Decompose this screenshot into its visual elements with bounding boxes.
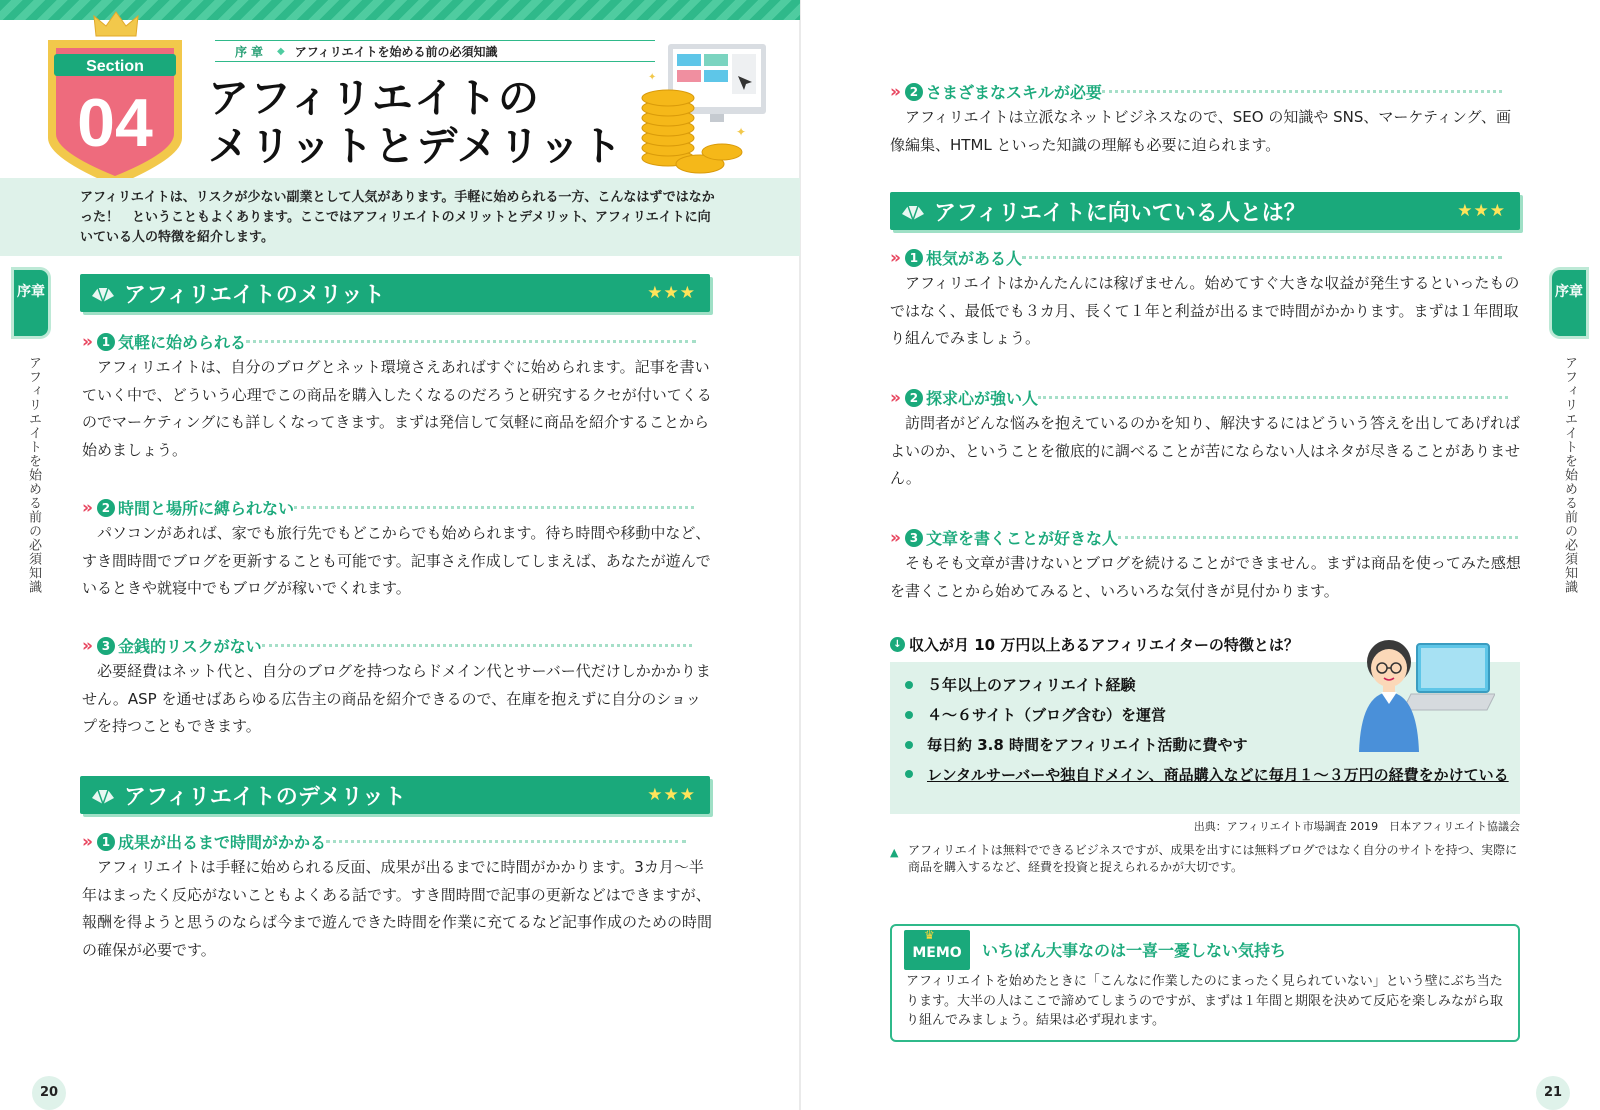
suited-3-text: そもそも文章が書けないとブログを続けることができません。まずは商品を使ってみた感想を書くことから始めてみると、いろいろな気付きが見付かります。 [890,554,1521,600]
crown-icon: ♛ [924,928,935,942]
diamond-hand-icon [900,200,926,222]
suited-3-title: 文章を書くことが好きな人 [925,529,1118,548]
demerit-2-heading [890,80,1102,103]
demerit-2-text: アフィリエイトは立派なネットビジネスなので、SEO の知識や SNS、マーケティング、画像編集、HTML といった知識の理解も必要に迫られます。 [890,108,1511,154]
suited-2-heading [890,386,1038,409]
dotted-rule [326,840,686,843]
merit-2-title: 時間と場所に縛られない [117,499,294,518]
title-line-2: メリットとデメリット [208,122,624,170]
feature-item: 毎日約 3.8 時間をアフィリエイト活動に費やす [905,730,1525,760]
suited-1-title: 根気がある人 [925,249,1022,268]
dotted-rule [1038,396,1508,399]
suited-1-text: アフィリエイトはかんたんには稼げません。始めてすぐ大きな収益が発生するといったものではなく、最低でも３カ月、長くて１年と利益が出るまで時間がかかります。まずは１年間取り組んでみましょう。 [890,274,1520,347]
demerit-1-text: アフィリエイトは手軽に始められる反面、成果が出るまでに時間がかかります。3カ月〜半年はまったく反応がないこともよくある話です。すき間時間で記事の更新などはできますが、報酬を得ようと思うのならば今まで遊んできた時間を作業に充てるなど記事作成のための時間の確保が必要です。 [82,858,713,959]
dotted-rule [294,506,694,509]
page-number-left: 20 [32,1076,66,1110]
feature-item: ５年以上のアフィリエイト経験 [905,670,1525,700]
demerit-2-title: さまざまなスキルが必要 [925,83,1102,102]
badge-label: Section [86,58,144,75]
down-arrow-icon: ↓ [890,637,905,652]
diamond-hand-icon [90,784,116,806]
number-badge: 3 [97,637,115,655]
number-badge: 2 [905,83,923,101]
memo-box [890,924,1520,1042]
gutter-divider [799,0,801,1110]
section-badge [40,28,190,188]
memo-title: いちばん大事なのは一喜一憂しない気持ち [982,941,1287,960]
merit-heading [80,274,710,312]
dotted-rule [246,340,696,343]
dotted-rule [1102,90,1502,93]
dotted-rule [262,644,692,647]
side-tab-label: 序章 [1555,284,1583,300]
suited-3-heading [890,526,1118,549]
memo-badge [904,930,970,970]
feature-item-text: レンタルサーバーや独自ドメイン、商品購入などに毎月１〜３万円の経費をかけている [927,766,1509,784]
page-title [208,74,623,170]
diamond-hand-icon [90,282,116,304]
double-arrow-icon: » [890,387,897,408]
memo-label: MEMO [912,945,962,961]
suited-heading-text: アフィリエイトに向いている人とは？ [934,200,1306,226]
merit-1-text: アフィリエイトは、自分のブログとネット環境さえあればすぐに始められます。記事を書いていく中で、どういう心理でこの商品を購入したくなるのだろうと研究するクセが付いてくるのでマーケティングにも詳しくなってきます。まずは発信して気軽に商品を紹介することから始めましょう。 [82,358,712,459]
triangle-icon: ▲ [890,846,899,859]
demerit-heading [80,776,710,814]
suited-2-text: 訪問者がどんな悩みを抱えているのかを知り、解決するにはどういう答えを出してあげればよいのか、ということを徹底的に調べることが苦にならない人はネタが尽きることがありません。 [890,414,1521,487]
feature-item: ４〜６サイト（ブログ含む）を運営 [905,700,1525,730]
suited-heading [890,192,1520,230]
demerit-1-heading [82,830,326,853]
demerit-1-title: 成果が出るまで時間がかかる [117,833,326,852]
dotted-rule [1118,536,1518,539]
merit-3-heading [82,634,262,657]
dotted-rule [1022,256,1502,259]
rating-stars: ★★★ [1457,201,1506,221]
intro-text: アフィリエイトは、リスクが少ない副業として人気があります。手軽に始められる一方、こんなはずではなかった！ ということもよくあります。ここではアフィリエイトのメリットとデメリット、アフィリエイトに向いている人の特徴を紹介します。 [80,190,715,245]
suited-2-title: 探求心が強い人 [925,389,1038,408]
merit-heading-text: アフィリエイトのメリット [124,282,385,308]
feature-item [905,760,1525,787]
merit-2-heading [82,496,294,519]
merit-3-title: 金銭的リスクがない [117,637,262,656]
side-tab-label: 序章 [17,284,45,300]
gem-icon: ◆ [277,45,285,57]
number-badge: 3 [905,529,923,547]
side-vertical-title-left: アフィリエイトを始める前の必須知識 [26,356,41,594]
double-arrow-icon: » [82,331,89,352]
page-number-right: 21 [1536,1076,1570,1110]
source-credit: 出典：アフィリエイト市場調査 2019 日本アフィリエイト協議会 [1193,820,1520,833]
svg-text:✦: ✦ [736,125,747,139]
chapter-title: アフィリエイトを始める前の必須知識 [294,44,498,59]
merit-1-heading [82,330,246,353]
rating-stars: ★★★ [647,283,696,303]
side-tab-left[interactable] [14,270,48,336]
rating-stars: ★★★ [647,785,696,805]
chapter-breadcrumb [215,40,655,62]
features-title-text: 収入が月 10 万円以上あるアフィリエイターの特徴とは？ [909,636,1299,654]
double-arrow-icon: » [890,81,897,102]
memo-text: アフィリエイトを始めたときに「こんなに作業したのにまったく見られていない」という壁にぶち当たります。大半の人はここで諦めてしまうのですが、まずは１年間と期限を決めて反応を楽しみながら取り組んでみましょう。結果は必ず現れます。 [906,974,1503,1028]
person-with-laptop-illustration [1355,632,1495,752]
number-badge: 1 [97,333,115,351]
double-arrow-icon: » [82,831,89,852]
double-arrow-icon: » [890,527,897,548]
double-arrow-icon: » [82,497,89,518]
number-badge: 1 [905,249,923,267]
number-badge: 1 [97,833,115,851]
coins-monitor-illustration [640,40,790,180]
caption [890,842,1520,876]
merit-2-text: パソコンがあれば、家でも旅行先でもどこからでも始められます。待ち時間や移動中など、すき間時間でブログを更新することも可能です。記事さえ作成してしまえば、あなたが遊んでいるときや就寝中でもブログが稼いでくれます。 [82,524,711,597]
badge-number: 04 [77,85,153,161]
title-line-1: アフィリエイトの [208,74,540,122]
number-badge: 2 [905,389,923,407]
double-arrow-icon: » [890,247,897,268]
side-vertical-title-right: アフィリエイトを始める前の必須知識 [1562,356,1577,594]
number-badge: 2 [97,499,115,517]
demerit-heading-text: アフィリエイトのデメリット [124,784,407,810]
caption-text: アフィリエイトは無料でできるビジネスですが、成果を出すには無料ブログではなく自分のサイトを持つ、実際に商品を購入するなど、経費を投資と捉えられるかが大切です。 [908,843,1518,874]
suited-1-heading [890,246,1022,269]
chapter-label: 序章 [235,44,268,59]
crown-icon [92,10,140,38]
side-tab-right[interactable] [1552,270,1586,336]
double-arrow-icon: » [82,635,89,656]
svg-text:✦: ✦ [648,72,657,83]
merit-1-title: 気軽に始められる [117,333,246,352]
features-title [890,634,1299,655]
merit-3-text: 必要経費はネット代と、自分のブログを持つならドメイン代とサーバー代だけしかかかりません。ASP を通せばあらゆる広告主の商品を紹介できるので、在庫を抱えずに自分のショップを持つこともできます。 [82,662,711,735]
